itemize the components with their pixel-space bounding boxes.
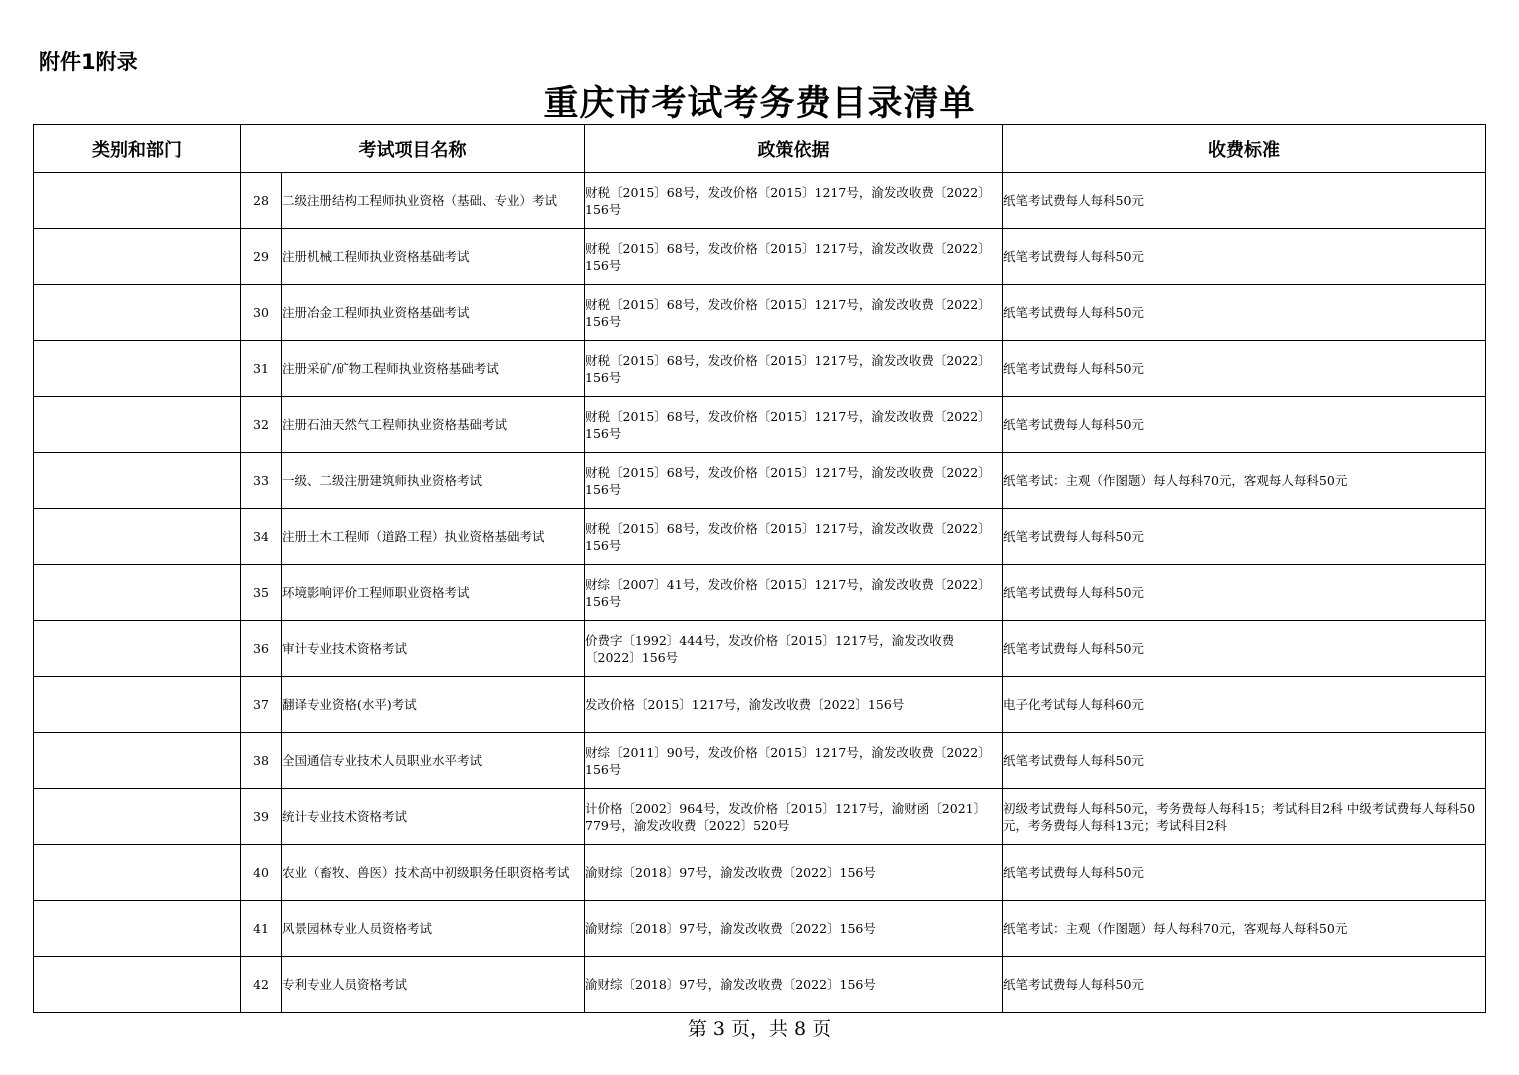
category-cell <box>34 845 241 901</box>
table-row <box>34 341 1486 397</box>
policy-cell: 发改价格〔2015〕1217号，渝发改收费〔2022〕156号 <box>585 677 1003 733</box>
exam-name-cell: 审计专业技术资格考试 <box>282 621 585 677</box>
category-cell <box>34 733 241 789</box>
row-number: 31 <box>241 341 282 397</box>
policy-cell: 财综〔2007〕41号，发改价格〔2015〕1217号，渝发改收费〔2022〕156号 <box>585 565 1003 621</box>
fee-cell: 纸笔考试费每人每科50元 <box>1003 285 1486 341</box>
attachment-label: 附件1附录 <box>39 50 138 74</box>
fee-cell: 初级考试费每人每科50元，考务费每人每科15；考试科目2科 中级考试费每人每科50元，考务费每人每科13元；考试科目2科 <box>1003 789 1486 845</box>
exam-name-cell: 二级注册结构工程师执业资格（基础、专业）考试 <box>282 173 585 229</box>
fee-cell: 纸笔考试费每人每科50元 <box>1003 733 1486 789</box>
fee-cell: 纸笔考试费每人每科50元 <box>1003 957 1486 1013</box>
row-number: 41 <box>241 901 282 957</box>
category-cell <box>34 453 241 509</box>
exam-name-cell: 注册土木工程师（道路工程）执业资格基础考试 <box>282 509 585 565</box>
table-header-row <box>34 125 1486 173</box>
page-indicator: 第 3 页，共 8 页 <box>687 1018 832 1040</box>
policy-cell: 渝财综〔2018〕97号，渝发改收费〔2022〕156号 <box>585 957 1003 1013</box>
table-row <box>34 957 1486 1013</box>
table-row <box>34 789 1486 845</box>
table-row <box>34 509 1486 565</box>
row-number: 37 <box>241 677 282 733</box>
row-number: 33 <box>241 453 282 509</box>
table-row <box>34 453 1486 509</box>
policy-cell: 财税〔2015〕68号，发改价格〔2015〕1217号，渝发改收费〔2022〕156号 <box>585 453 1003 509</box>
fee-catalog-table <box>33 124 1486 1013</box>
row-number: 39 <box>241 789 282 845</box>
category-cell <box>34 397 241 453</box>
row-number: 35 <box>241 565 282 621</box>
category-cell <box>34 341 241 397</box>
table-row <box>34 285 1486 341</box>
category-cell <box>34 173 241 229</box>
table-body <box>34 173 1486 1013</box>
exam-name-cell: 一级、二级注册建筑师执业资格考试 <box>282 453 585 509</box>
category-cell <box>34 285 241 341</box>
row-number: 36 <box>241 621 282 677</box>
fee-cell: 电子化考试每人每科60元 <box>1003 677 1486 733</box>
category-cell <box>34 229 241 285</box>
exam-name-cell: 注册冶金工程师执业资格基础考试 <box>282 285 585 341</box>
exam-name-cell: 翻译专业资格(水平)考试 <box>282 677 585 733</box>
category-cell <box>34 621 241 677</box>
row-number: 29 <box>241 229 282 285</box>
policy-cell: 财税〔2015〕68号，发改价格〔2015〕1217号，渝发改收费〔2022〕156号 <box>585 285 1003 341</box>
policy-cell: 财税〔2015〕68号，发改价格〔2015〕1217号，渝发改收费〔2022〕156号 <box>585 341 1003 397</box>
fee-cell: 纸笔考试费每人每科50元 <box>1003 621 1486 677</box>
policy-cell: 财综〔2011〕90号，发改价格〔2015〕1217号，渝发改收费〔2022〕156号 <box>585 733 1003 789</box>
table-row <box>34 677 1486 733</box>
header-fee: 收费标准 <box>1003 125 1486 173</box>
table-row <box>34 845 1486 901</box>
policy-cell: 渝财综〔2018〕97号，渝发改收费〔2022〕156号 <box>585 901 1003 957</box>
row-number: 38 <box>241 733 282 789</box>
row-number: 34 <box>241 509 282 565</box>
category-cell <box>34 509 241 565</box>
exam-name-cell: 全国通信专业技术人员职业水平考试 <box>282 733 585 789</box>
exam-name-cell: 风景园林专业人员资格考试 <box>282 901 585 957</box>
policy-cell: 财税〔2015〕68号，发改价格〔2015〕1217号，渝发改收费〔2022〕156号 <box>585 397 1003 453</box>
fee-cell: 纸笔考试费每人每科50元 <box>1003 341 1486 397</box>
policy-cell: 财税〔2015〕68号，发改价格〔2015〕1217号，渝发改收费〔2022〕156号 <box>585 509 1003 565</box>
category-cell <box>34 565 241 621</box>
row-number: 42 <box>241 957 282 1013</box>
exam-name-cell: 注册石油天然气工程师执业资格基础考试 <box>282 397 585 453</box>
table-row <box>34 565 1486 621</box>
row-number: 30 <box>241 285 282 341</box>
policy-cell: 财税〔2015〕68号，发改价格〔2015〕1217号，渝发改收费〔2022〕156号 <box>585 229 1003 285</box>
header-exam-name: 考试项目名称 <box>241 125 585 173</box>
table-row <box>34 621 1486 677</box>
exam-name-cell: 农业（畜牧、兽医）技术高中初级职务任职资格考试 <box>282 845 585 901</box>
policy-cell: 财税〔2015〕68号，发改价格〔2015〕1217号，渝发改收费〔2022〕156号 <box>585 173 1003 229</box>
fee-cell: 纸笔考试费每人每科50元 <box>1003 509 1486 565</box>
header-policy: 政策依据 <box>585 125 1003 173</box>
fee-cell: 纸笔考试：主观（作图题）每人每科70元，客观每人每科50元 <box>1003 453 1486 509</box>
policy-cell: 计价格〔2002〕964号，发改价格〔2015〕1217号，渝财函〔2021〕779号，渝发改收费〔2022〕520号 <box>585 789 1003 845</box>
category-cell <box>34 789 241 845</box>
category-cell <box>34 901 241 957</box>
exam-name-cell: 专利专业人员资格考试 <box>282 957 585 1013</box>
category-cell <box>34 957 241 1013</box>
exam-name-cell: 注册采矿/矿物工程师执业资格基础考试 <box>282 341 585 397</box>
document-title: 重庆市考试考务费目录清单 <box>543 83 976 124</box>
row-number: 32 <box>241 397 282 453</box>
policy-cell: 渝财综〔2018〕97号，渝发改收费〔2022〕156号 <box>585 845 1003 901</box>
exam-name-cell: 统计专业技术资格考试 <box>282 789 585 845</box>
category-cell <box>34 677 241 733</box>
fee-cell: 纸笔考试费每人每科50元 <box>1003 229 1486 285</box>
table-row <box>34 733 1486 789</box>
fee-cell: 纸笔考试：主观（作图题）每人每科70元，客观每人每科50元 <box>1003 901 1486 957</box>
row-number: 28 <box>241 173 282 229</box>
exam-name-cell: 注册机械工程师执业资格基础考试 <box>282 229 585 285</box>
exam-name-cell: 环境影响评价工程师职业资格考试 <box>282 565 585 621</box>
table-row <box>34 173 1486 229</box>
row-number: 40 <box>241 845 282 901</box>
table-row <box>34 229 1486 285</box>
fee-cell: 纸笔考试费每人每科50元 <box>1003 173 1486 229</box>
header-category: 类别和部门 <box>34 125 241 173</box>
table-row <box>34 901 1486 957</box>
policy-cell: 价费字〔1992〕444号，发改价格〔2015〕1217号，渝发改收费〔2022〕156号 <box>585 621 1003 677</box>
table-row <box>34 397 1486 453</box>
fee-cell: 纸笔考试费每人每科50元 <box>1003 397 1486 453</box>
fee-cell: 纸笔考试费每人每科50元 <box>1003 845 1486 901</box>
fee-cell: 纸笔考试费每人每科50元 <box>1003 565 1486 621</box>
